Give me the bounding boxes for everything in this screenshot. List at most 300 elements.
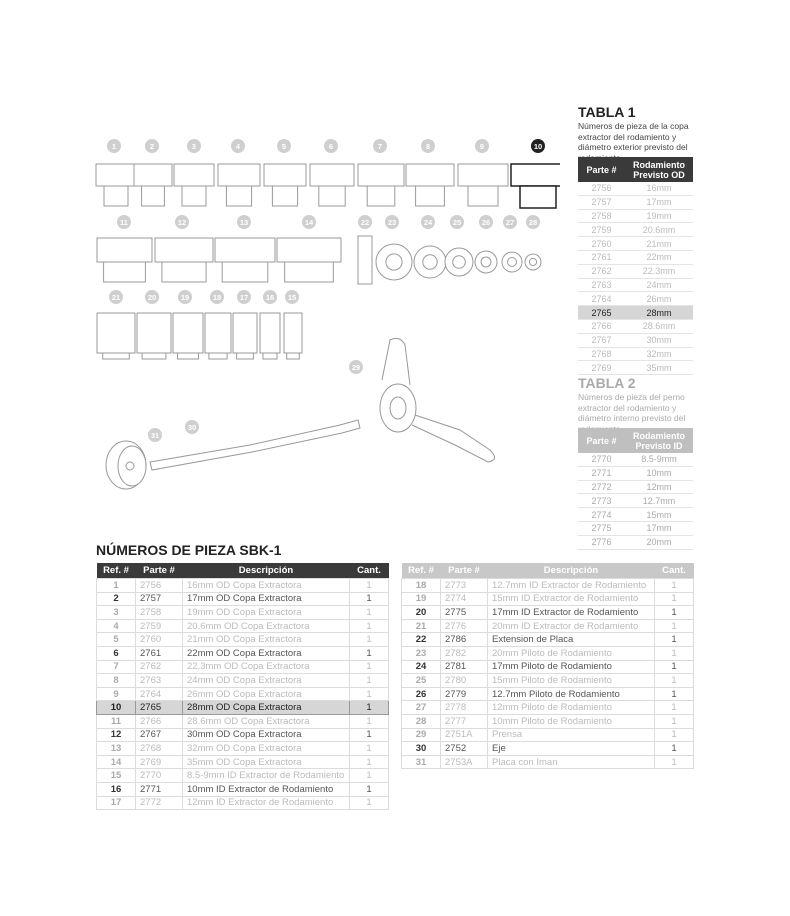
part-number-cell: 2765 xyxy=(136,701,183,715)
table1-size-cell: 22mm xyxy=(625,250,693,264)
part-number-cell: 2771 xyxy=(136,782,183,796)
part-number-cell: 2774 xyxy=(441,592,488,606)
parts-title: NÚMEROS DE PIEZA SBK-1 xyxy=(96,542,282,558)
diagram-callout-label: 3 xyxy=(191,142,197,151)
diagram-part xyxy=(142,186,165,206)
diagram-part xyxy=(205,313,231,353)
table1-size-cell: 24mm xyxy=(625,278,693,292)
quantity-cell: 1 xyxy=(350,606,389,620)
diagram-callout-label: 5 xyxy=(281,142,287,151)
description-cell: 35mm OD Copa Extractora xyxy=(183,755,350,769)
description-cell: 24mm OD Copa Extractora xyxy=(183,674,350,688)
diagram-part xyxy=(529,258,536,265)
table2-row xyxy=(578,535,693,549)
table2-row xyxy=(578,508,693,522)
table1-part-cell: 2767 xyxy=(578,333,625,347)
diagram-part xyxy=(104,186,128,206)
diagram-callout-label: 28 xyxy=(528,218,538,227)
diagram-part xyxy=(382,338,410,385)
diagram-callout-label: 1 xyxy=(111,142,117,151)
description-cell: 15mm ID Extractor de Rodamiento xyxy=(488,592,655,606)
diagram-part xyxy=(386,254,402,270)
table2-row xyxy=(578,453,693,466)
table1-part-cell: 2769 xyxy=(578,361,625,375)
description-cell: 15mm Piloto de Rodamiento xyxy=(488,674,655,688)
table2-size-cell: 20mm xyxy=(625,535,693,549)
diagram-part xyxy=(390,397,406,419)
diagram-part xyxy=(173,313,203,353)
part-number-cell: 2772 xyxy=(136,796,183,810)
part-number-cell: 2757 xyxy=(136,592,183,606)
part-number-cell: 2776 xyxy=(441,619,488,633)
table1-part-cell: 2756 xyxy=(578,182,625,195)
table1-part-cell: 2761 xyxy=(578,250,625,264)
part-number-cell: 2766 xyxy=(136,714,183,728)
quantity-cell: 1 xyxy=(655,660,694,674)
parts-row xyxy=(402,755,694,769)
parts-table-left xyxy=(96,563,389,810)
quantity-cell: 1 xyxy=(655,742,694,756)
ref-cell: 4 xyxy=(97,619,136,633)
ref-cell: 17 xyxy=(97,796,136,810)
parts-row xyxy=(97,606,389,620)
description-cell: 8.5-9mm ID Extractor de Rodamiento xyxy=(183,769,350,783)
part-number-cell: 2756 xyxy=(136,579,183,593)
table2-header-part: Parte # xyxy=(578,428,625,453)
ref-cell: 13 xyxy=(97,742,136,756)
diagram-callout-label: 11 xyxy=(120,218,128,227)
description-cell: 22mm OD Copa Extractora xyxy=(183,646,350,660)
diagram-callout-label: 8 xyxy=(425,142,431,151)
diagram-part xyxy=(319,186,345,206)
parts-row xyxy=(97,796,389,810)
quantity-cell: 1 xyxy=(350,687,389,701)
diagram-part xyxy=(162,262,206,282)
description-cell: 17mm Piloto de Rodamiento xyxy=(488,660,655,674)
diagram-callout-label: 17 xyxy=(239,293,249,302)
table2-part-cell: 2770 xyxy=(578,453,625,466)
diagram-part xyxy=(367,186,395,206)
table1-header-part: Parte # xyxy=(578,157,625,182)
quantity-cell: 1 xyxy=(655,633,694,647)
part-number-cell: 2778 xyxy=(441,701,488,715)
diagram-part xyxy=(150,420,360,470)
parts-row xyxy=(97,674,389,688)
quantity-cell: 1 xyxy=(655,646,694,660)
diagram-callout-label: 19 xyxy=(180,293,190,302)
quantity-cell: 1 xyxy=(350,769,389,783)
part-number-cell: 2762 xyxy=(136,660,183,674)
quantity-cell: 1 xyxy=(350,714,389,728)
part-number-cell: 2768 xyxy=(136,742,183,756)
part-number-cell: 2781 xyxy=(441,660,488,674)
description-cell: Eje xyxy=(488,742,655,756)
table1-size-cell: 21mm xyxy=(625,237,693,251)
diagram-callout-label: 9 xyxy=(479,142,485,151)
table1-size-cell: 30mm xyxy=(625,333,693,347)
description-cell: 20.6mm OD Copa Extractora xyxy=(183,619,350,633)
parts-row xyxy=(402,674,694,688)
table1-row xyxy=(578,306,693,320)
table2-part-cell: 2772 xyxy=(578,480,625,494)
diagram-part xyxy=(137,313,171,353)
table2-size-cell: 8.5-9mm xyxy=(625,453,693,466)
diagram-callout-label: 24 xyxy=(423,218,433,227)
table1-row xyxy=(578,195,693,209)
part-number-cell: 2769 xyxy=(136,755,183,769)
table1-row xyxy=(578,319,693,333)
table1-row xyxy=(578,333,693,347)
diagram-callout-label: 25 xyxy=(452,218,462,227)
quantity-cell: 1 xyxy=(655,592,694,606)
parts-row xyxy=(97,701,389,715)
table1-subtitle: Números de pieza de la copa extractor del rodamiento y diámetro exterior previsto del xyxy=(578,121,689,152)
description-cell: 12mm Piloto de Rodamiento xyxy=(488,701,655,715)
table2-part-cell: 2771 xyxy=(578,466,625,480)
diagram-callout-label: 18 xyxy=(212,293,222,302)
table2-header-id: Rodamiento Previsto ID xyxy=(625,428,693,453)
table2-row xyxy=(578,494,693,508)
part-number-cell: 2773 xyxy=(441,579,488,593)
table1-part-cell: 2757 xyxy=(578,195,625,209)
parts-row xyxy=(97,742,389,756)
parts-row xyxy=(402,633,694,647)
ref-cell: 9 xyxy=(97,687,136,701)
description-cell: 12.7mm ID Extractor de Rodamiento xyxy=(488,579,655,593)
quantity-cell: 1 xyxy=(655,714,694,728)
description-cell: 17mm OD Copa Extractora xyxy=(183,592,350,606)
diagram-part xyxy=(277,238,341,262)
diagram-part xyxy=(233,313,257,353)
diagram-callout-label: 12 xyxy=(177,218,187,227)
description-cell: 28.6mm OD Copa Extractora xyxy=(183,714,350,728)
quantity-cell: 1 xyxy=(655,619,694,633)
quantity-cell: 1 xyxy=(350,796,389,810)
table1-size-cell: 26mm xyxy=(625,292,693,306)
diagram-part xyxy=(508,258,517,267)
table2-size-cell: 17mm xyxy=(625,521,693,535)
diagram-part xyxy=(453,256,466,269)
part-number-cell: 2761 xyxy=(136,646,183,660)
table2-size-cell: 15mm xyxy=(625,508,693,522)
diagram-part xyxy=(285,262,334,282)
ref-cell: 19 xyxy=(402,592,441,606)
quantity-cell: 1 xyxy=(655,687,694,701)
description-cell: 20mm ID Extractor de Rodamiento xyxy=(488,619,655,633)
table2-subtitle: Números de pieza del perno extractor del rodamiento y diámetro interno previsto del xyxy=(578,392,686,423)
quantity-cell: 1 xyxy=(350,633,389,647)
diagram-part xyxy=(182,186,206,206)
table1-size-cell: 19mm xyxy=(625,209,693,223)
diagram-part xyxy=(263,353,277,359)
parts-row xyxy=(402,660,694,674)
diagram-callout-label: 31 xyxy=(150,431,160,440)
part-number-cell: 2763 xyxy=(136,674,183,688)
parts-row xyxy=(402,646,694,660)
description-cell: 30mm OD Copa Extractora xyxy=(183,728,350,742)
parts-table-right xyxy=(401,563,694,769)
diagram-callout-label: 7 xyxy=(377,142,383,151)
diagram-part xyxy=(481,257,491,267)
part-number-cell: 2760 xyxy=(136,633,183,647)
diagram-callout-label: 16 xyxy=(265,293,275,302)
description-cell: 16mm OD Copa Extractora xyxy=(183,579,350,593)
table2-row xyxy=(578,466,693,480)
table2-part-cell: 2776 xyxy=(578,535,625,549)
diagram-callout-label: 6 xyxy=(328,142,334,151)
ref-cell: 24 xyxy=(402,660,441,674)
parts-header-ref: Ref. # xyxy=(97,563,136,579)
table1-header-od: Rodamiento Previsto OD xyxy=(625,157,693,182)
diagram-part xyxy=(104,262,146,282)
diagram-part xyxy=(215,238,275,262)
diagram-part-highlight xyxy=(520,186,556,208)
ref-cell: 12 xyxy=(97,728,136,742)
table1-part-cell: 2760 xyxy=(578,237,625,251)
table1-part-cell: 2766 xyxy=(578,319,625,333)
diagram-part-highlight xyxy=(511,164,560,186)
table1-row xyxy=(578,223,693,237)
ref-cell: 20 xyxy=(402,606,441,620)
diagram-part xyxy=(134,164,172,186)
diagram-callout-label: 14 xyxy=(304,218,314,227)
parts-row xyxy=(402,619,694,633)
quantity-cell: 1 xyxy=(350,619,389,633)
diagram-part xyxy=(468,186,498,206)
ref-cell: 29 xyxy=(402,728,441,742)
diagram-part xyxy=(423,255,437,269)
part-number-cell: 2775 xyxy=(441,606,488,620)
parts-row xyxy=(402,728,694,742)
part-number-cell: 2786 xyxy=(441,633,488,647)
diagram-part xyxy=(218,164,260,186)
diagram-callout-label: 2 xyxy=(149,142,155,151)
quantity-cell: 1 xyxy=(350,592,389,606)
ref-cell: 16 xyxy=(97,782,136,796)
quantity-cell: 1 xyxy=(655,728,694,742)
parts-row xyxy=(97,646,389,660)
ref-cell: 7 xyxy=(97,660,136,674)
table2-part-cell: 2773 xyxy=(578,494,625,508)
ref-cell: 10 xyxy=(97,701,136,715)
ref-cell: 11 xyxy=(97,714,136,728)
part-number-cell: 2753A xyxy=(441,755,488,769)
diagram-part xyxy=(458,164,508,186)
table1-part-cell: 2765 xyxy=(578,306,625,320)
diagram-callout-label: 21 xyxy=(111,293,121,302)
table2-row xyxy=(578,480,693,494)
diagram-callout-label: 26 xyxy=(481,218,491,227)
quantity-cell: 1 xyxy=(350,660,389,674)
table2-part-cell: 2774 xyxy=(578,508,625,522)
table1-row xyxy=(578,264,693,278)
description-cell: 10mm ID Extractor de Rodamiento xyxy=(183,782,350,796)
diagram-part xyxy=(284,313,302,353)
table1-title: TABLA 1 xyxy=(578,104,636,120)
description-cell: Prensa xyxy=(488,728,655,742)
quantity-cell: 1 xyxy=(350,755,389,769)
diagram-part xyxy=(358,164,404,186)
table1-part-cell: 2759 xyxy=(578,223,625,237)
ref-cell: 28 xyxy=(402,714,441,728)
parts-header-desc: Descripción xyxy=(183,563,350,579)
quantity-cell: 1 xyxy=(350,782,389,796)
table1-part-cell: 2764 xyxy=(578,292,625,306)
parts-row xyxy=(97,619,389,633)
parts-header-qty: Cant. xyxy=(350,563,389,579)
table1-part-cell: 2762 xyxy=(578,264,625,278)
diagram-callout-label: 10 xyxy=(533,142,543,151)
diagram-callout-label: 4 xyxy=(235,142,241,151)
quantity-cell: 1 xyxy=(350,728,389,742)
ref-cell: 14 xyxy=(97,755,136,769)
part-number-cell: 2764 xyxy=(136,687,183,701)
parts-row xyxy=(97,687,389,701)
description-cell: 26mm OD Copa Extractora xyxy=(183,687,350,701)
quantity-cell: 1 xyxy=(350,674,389,688)
description-cell: 22.3mm OD Copa Extractora xyxy=(183,660,350,674)
table1-size-cell: 17mm xyxy=(625,195,693,209)
diagram-part xyxy=(358,236,372,284)
ref-cell: 26 xyxy=(402,687,441,701)
ref-cell: 18 xyxy=(402,579,441,593)
diagram-part xyxy=(126,462,134,470)
diagram-callout-label: 13 xyxy=(239,218,249,227)
diagram-part xyxy=(97,238,152,262)
table1-row xyxy=(578,250,693,264)
diagram-part xyxy=(412,415,495,462)
ref-cell: 23 xyxy=(402,646,441,660)
part-number-cell: 2758 xyxy=(136,606,183,620)
table1-part-cell: 2758 xyxy=(578,209,625,223)
ref-cell: 22 xyxy=(402,633,441,647)
description-cell: 19mm OD Copa Extractora xyxy=(183,606,350,620)
ref-cell: 15 xyxy=(97,769,136,783)
table1-row xyxy=(578,361,693,375)
part-number-cell: 2780 xyxy=(441,674,488,688)
diagram-part xyxy=(260,313,280,353)
description-cell: 17mm ID Extractor de Rodamiento xyxy=(488,606,655,620)
part-number-cell: 2777 xyxy=(441,714,488,728)
table1-size-cell: 35mm xyxy=(625,361,693,375)
diagram-callout-label: 20 xyxy=(147,293,157,302)
parts-header-part: Parte # xyxy=(441,563,488,579)
table1-size-cell: 28.6mm xyxy=(625,319,693,333)
description-cell: 10mm Piloto de Rodamiento xyxy=(488,714,655,728)
ref-cell: 25 xyxy=(402,674,441,688)
table2-size-cell: 10mm xyxy=(625,466,693,480)
ref-cell: 6 xyxy=(97,646,136,660)
parts-row xyxy=(402,579,694,593)
diagram-part xyxy=(272,186,297,206)
ref-cell: 2 xyxy=(97,592,136,606)
table2-size-cell: 12mm xyxy=(625,480,693,494)
diagram-part xyxy=(226,186,251,206)
diagram-part xyxy=(103,353,130,359)
ref-cell: 5 xyxy=(97,633,136,647)
parts-row xyxy=(97,769,389,783)
table2 xyxy=(578,428,693,550)
table1-row xyxy=(578,237,693,251)
ref-cell: 3 xyxy=(97,606,136,620)
parts-row xyxy=(97,660,389,674)
table1-size-cell: 16mm xyxy=(625,182,693,195)
exploded-parts-diagram xyxy=(90,130,560,520)
diagram-callout-label: 22 xyxy=(360,218,370,227)
table2-part-cell: 2775 xyxy=(578,521,625,535)
diagram-callout-label: 29 xyxy=(351,363,361,372)
part-number-cell: 2751A xyxy=(441,728,488,742)
part-number-cell: 2752 xyxy=(441,742,488,756)
parts-row xyxy=(97,782,389,796)
table1 xyxy=(578,157,693,375)
diagram-part xyxy=(237,353,254,359)
quantity-cell: 1 xyxy=(655,606,694,620)
diagram-callout-label: 15 xyxy=(287,293,297,302)
quantity-cell: 1 xyxy=(350,646,389,660)
description-cell: 12.7mm Piloto de Rodamiento xyxy=(488,687,655,701)
parts-row xyxy=(97,728,389,742)
parts-row xyxy=(97,592,389,606)
ref-cell: 1 xyxy=(97,579,136,593)
ref-cell: 27 xyxy=(402,701,441,715)
diagram-part xyxy=(310,164,354,186)
description-cell: Extension de Placa xyxy=(488,633,655,647)
table1-size-cell: 20.6mm xyxy=(625,223,693,237)
diagram-part xyxy=(287,353,300,359)
ref-cell: 30 xyxy=(402,742,441,756)
ref-cell: 8 xyxy=(97,674,136,688)
table1-size-cell: 28mm xyxy=(625,306,693,320)
parts-row xyxy=(97,579,389,593)
parts-row xyxy=(97,755,389,769)
parts-row xyxy=(402,606,694,620)
description-cell: 20mm Piloto de Rodamiento xyxy=(488,646,655,660)
diagram-parts xyxy=(96,164,560,489)
diagram-part xyxy=(406,164,454,186)
part-number-cell: 2782 xyxy=(441,646,488,660)
diagram-part xyxy=(416,186,445,206)
table1-row xyxy=(578,182,693,195)
description-cell: 21mm OD Copa Extractora xyxy=(183,633,350,647)
diagram-part xyxy=(155,238,213,262)
parts-row xyxy=(402,687,694,701)
diagram-part xyxy=(174,164,214,186)
table1-row xyxy=(578,209,693,223)
parts-header-part: Parte # xyxy=(136,563,183,579)
part-number-cell: 2770 xyxy=(136,769,183,783)
quantity-cell: 1 xyxy=(655,674,694,688)
table2-row xyxy=(578,521,693,535)
diagram-callout-label: 27 xyxy=(505,218,515,227)
part-number-cell: 2779 xyxy=(441,687,488,701)
parts-header-qty: Cant. xyxy=(655,563,694,579)
quantity-cell: 1 xyxy=(350,742,389,756)
part-number-cell: 2759 xyxy=(136,619,183,633)
table1-part-cell: 2763 xyxy=(578,278,625,292)
diagram-part xyxy=(209,353,227,359)
table1-row xyxy=(578,278,693,292)
parts-header-desc: Descripción xyxy=(488,563,655,579)
description-cell: Placa con Iman xyxy=(488,755,655,769)
table1-size-cell: 32mm xyxy=(625,347,693,361)
table2-size-cell: 12.7mm xyxy=(625,494,693,508)
quantity-cell: 1 xyxy=(350,701,389,715)
quantity-cell: 1 xyxy=(655,579,694,593)
description-cell: 28mm OD Copa Extractora xyxy=(183,701,350,715)
parts-row xyxy=(402,742,694,756)
parts-header-ref: Ref. # xyxy=(402,563,441,579)
